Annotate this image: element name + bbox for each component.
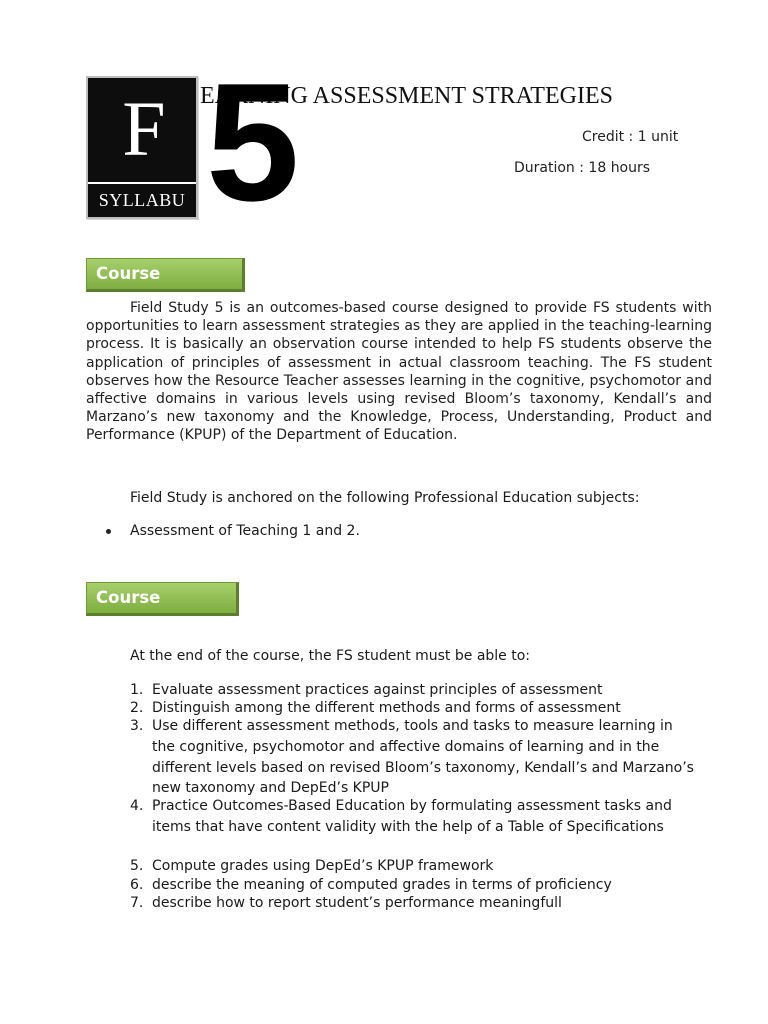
- list-number: 7.: [130, 895, 144, 911]
- list-text: Evaluate assessment practices against principles of assessment: [152, 682, 603, 698]
- list-text: Practice Outcomes-Based Education by formulating assessment tasks and items that have content validity with the help of a Table of Specifications: [152, 798, 672, 835]
- bullet-item: Assessment of Teaching 1 and 2.: [130, 523, 360, 539]
- list-item: [130, 875, 710, 895]
- list-number: 3.: [130, 718, 144, 734]
- logo-number: 5: [206, 48, 296, 236]
- duration-text: Duration : 18 hours: [514, 160, 651, 176]
- bullet-dot: [106, 529, 111, 534]
- list-text: describe how to report student’s performance meaningfull: [152, 895, 562, 911]
- list-item: [130, 796, 710, 858]
- list-number: 4.: [130, 798, 144, 814]
- list-item: [130, 893, 710, 913]
- list-number: 2.: [130, 700, 144, 716]
- list-item: [130, 716, 710, 800]
- section-heading-course-outcomes: Course: [86, 582, 239, 616]
- list-text: Use different assessment methods, tools and tasks to measure learning in the cognitive, psychomotor and affective domains of learning and in the different levels based on revised Bloom’s taxonomy, Kendall’s and Marzano’s new taxonomy and DepEd’s KPUP: [152, 718, 694, 797]
- anchored-subjects-text: Field Study is anchored on the following Professional Education subjects:: [130, 490, 640, 506]
- list-number: 6.: [130, 877, 144, 893]
- document-title: EARNING ASSESSMENT STRATEGIES: [200, 83, 613, 109]
- syllabus-logo: [86, 76, 198, 219]
- list-number: 1.: [130, 682, 144, 698]
- logo-divider: [88, 182, 196, 184]
- logo-letter: F: [122, 85, 166, 172]
- list-item: [130, 698, 710, 718]
- credit-text: Credit : 1 unit: [582, 129, 679, 145]
- list-item: [130, 856, 710, 876]
- list-text: describe the meaning of computed grades in terms of proficiency: [152, 877, 612, 893]
- list-number: 5.: [130, 858, 144, 874]
- course-description-paragraph: Field Study 5 is an outcomes-based course designed to provide FS students with opportunities to learn assessment strategies as they are applied in the teaching-learning process. It is basically an observation course intended to help FS students observe the application of principles of assessment in actual classroom teaching. The FS student observes how the Resource Teacher assesses learning in the cognitive, psychomotor and affective domains in various levels using revised Bloom’s taxonomy, Kendall’s and Marzano’s new taxonomy and the Knowledge, Process, Understanding, Product and Performance (KPUP) of the Department of Education.: [86, 300, 712, 444]
- list-item: [130, 680, 710, 700]
- list-text: Compute grades using DepEd’s KPUP framework: [152, 858, 494, 874]
- outcomes-intro: At the end of the course, the FS student must be able to:: [130, 648, 531, 664]
- list-text: Distinguish among the different methods and forms of assessment: [152, 700, 621, 716]
- logo-label: SYLLABU: [98, 190, 186, 210]
- section-heading-course-description: Course: [86, 258, 245, 292]
